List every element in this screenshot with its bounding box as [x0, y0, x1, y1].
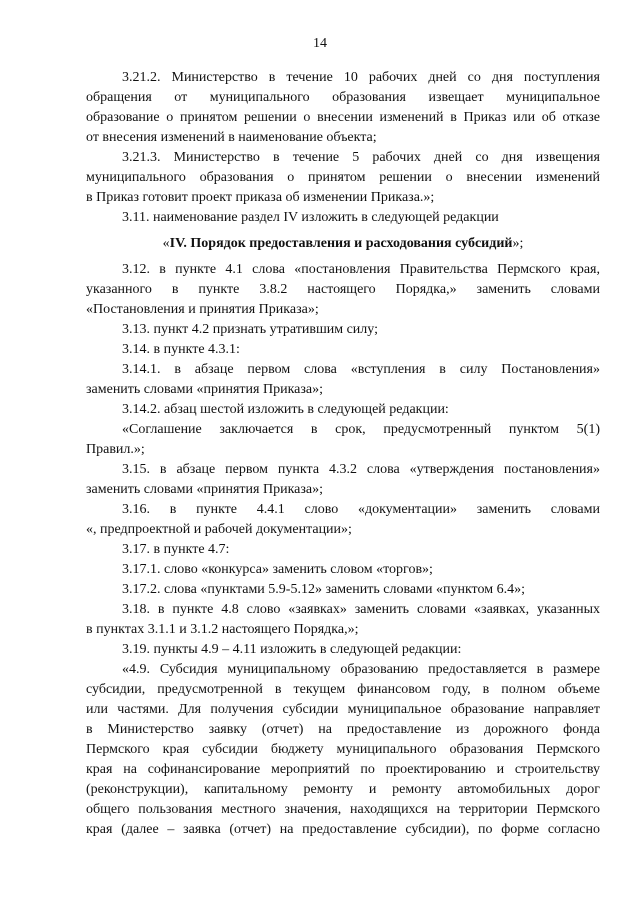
page-number: 14: [313, 36, 327, 51]
text-line: 3.14. в пункте 4.3.1:: [122, 342, 240, 357]
text-line: края (далее – заявка (отчет) на предоставление субсидии), по форме согласно: [86, 822, 600, 837]
text-line: 3.11. наименование раздел IV изложить в следующей редакции: [122, 210, 499, 225]
text-line: 3.13. пункт 4.2 признать утратившим силу;: [122, 322, 378, 337]
text-line: субсидии, предусмотренной в текущем финансовом году, в полном объеме: [86, 682, 600, 697]
text-line: Правил.»;: [86, 442, 145, 457]
text-line: 3.16. в пункте 4.4.1 слово «документации» заменить словами: [122, 502, 600, 517]
section-heading: [86, 234, 600, 254]
text-line: 3.17.1. слово «конкурса» заменить словом «торгов»;: [122, 562, 433, 577]
text-line: образование о принятом решении о внесении изменений в Приказ или об отказе: [86, 110, 600, 125]
text-line: края на софинансирование мероприятий по проектированию и строительству: [86, 762, 600, 777]
text-line: в пунктах 3.1.1 и 3.1.2 настоящего Порядка,»;: [86, 622, 359, 637]
text-line: или частями. Для получения субсидии муниципальное образование направляет: [86, 702, 600, 717]
text-line: 3.21.2. Министерство в течение 10 рабочих дней со дня поступления: [122, 70, 600, 85]
text-line: 3.18. в пункте 4.8 слово «заявках» заменить словами «заявках, указанных: [122, 602, 600, 617]
text-line: «Постановления и принятия Приказа»;: [86, 302, 319, 317]
document-body: [86, 68, 600, 840]
text-line: «Соглашение заключается в срок, предусмотренный пунктом 5(1): [122, 422, 600, 437]
text-line: Пермского края субсидии бюджету муниципального образования Пермского: [86, 742, 600, 757]
text-line: «4.9. Субсидия муниципальному образованию предоставляется в размере: [122, 662, 600, 677]
text-line: заменить словами «принятия Приказа»;: [86, 382, 324, 397]
text-line: указанного в пункте 3.8.2 настоящего Порядка,» заменить словами: [86, 282, 600, 297]
text-line: 3.17. в пункте 4.7:: [122, 542, 230, 557]
text-line: 3.12. в пункте 4.1 слова «постановления Правительства Пермского края,: [122, 262, 600, 277]
text-line: 3.21.3. Министерство в течение 5 рабочих дней со дня извещения: [122, 150, 600, 165]
text-line: в Министерство заявку (отчет) на предоставление из дорожного фонда: [86, 722, 600, 737]
text-line: от внесения изменений в наименование объекта;: [86, 130, 377, 145]
heading-quote-open: «: [162, 236, 170, 251]
text-line: «, предпроектной и рабочей документации»;: [86, 522, 352, 537]
text-line: муниципального образования о принятом решении о внесении изменений: [86, 170, 600, 185]
text-line: 3.19. пункты 4.9 – 4.11 изложить в следующей редакции:: [122, 642, 462, 657]
text-line: в Приказ готовит проект приказа об изменении Приказа.»;: [86, 190, 435, 205]
text-line: 3.14.2. абзац шестой изложить в следующей редакции:: [122, 402, 449, 417]
text-line: обращения от муниципального образования извещает муниципальное: [86, 90, 600, 105]
text-line: 3.15. в абзаце первом пункта 4.3.2 слова «утверждения постановления»: [122, 462, 600, 477]
text-line: заменить словами «принятия Приказа»;: [86, 482, 324, 497]
heading-quote-close: »;: [512, 236, 524, 251]
heading-title: IV. Порядок предоставления и расходования субсидий: [169, 236, 513, 251]
text-line: 3.14.1. в абзаце первом слова «вступления в силу Постановления»: [122, 362, 600, 377]
text-line: общего пользования местного значения, находящихся на территории Пермского: [86, 802, 600, 817]
text-line: (реконструкции), капитальному ремонту и ремонту автомобильных дорог: [86, 782, 600, 797]
text-line: 3.17.2. слова «пунктами 5.9-5.12» заменить словами «пунктом 6.4»;: [122, 582, 525, 597]
